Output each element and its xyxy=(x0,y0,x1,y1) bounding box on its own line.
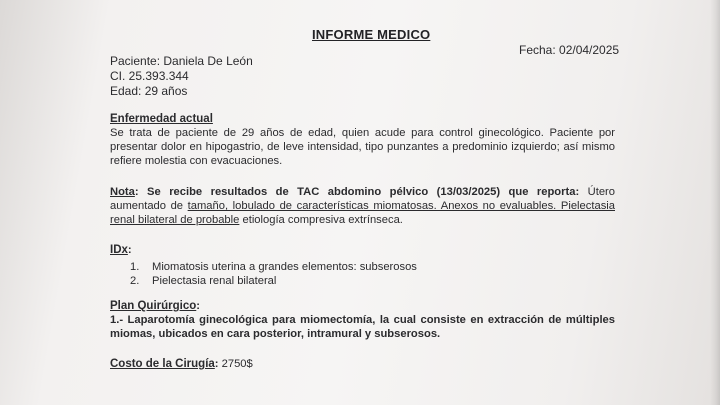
section-nota xyxy=(110,185,615,227)
section-costo xyxy=(110,357,615,371)
plan-heading-row xyxy=(110,299,615,313)
list-item xyxy=(110,260,615,274)
paper-fold-shadow xyxy=(710,0,720,405)
nota-underlined-text: tamaño, lobulado de características miomatosas. Anexos no evaluables. Pielectasia renal bilateral de probable xyxy=(110,200,615,226)
costo-suffix: : xyxy=(214,358,219,370)
costo-value: 2750$ xyxy=(218,358,253,370)
list-item-text: Miomatosis uterina a grandes elementos: subserosos xyxy=(152,261,417,273)
idx-heading: IDx xyxy=(110,244,128,256)
costo-label: Costo de la Cirugía xyxy=(110,358,215,370)
list-item-number: 2. xyxy=(130,275,140,287)
document-title: INFORME MEDICO xyxy=(312,27,431,42)
plan-text: 1.- Laparotomía ginecológica para miomectomía, la cual consiste en extracción de múltiples miomas, ubicados en cara posterior, intramural y subserosos. xyxy=(110,314,615,340)
enfermedad-text: Se trata de paciente de 29 años de edad, quien acude para control ginecológico. Paciente por presentar dolor en hipogastrio, de leve intensidad, tipo punzantes a predominio izquierdo; así mismo refiere molestia con evacuaciones. xyxy=(110,127,615,167)
nota-text-2: etiología compresiva extrínseca. xyxy=(239,214,403,226)
section-plan xyxy=(110,299,615,341)
section-enfermedad xyxy=(110,112,615,168)
idx-heading-row xyxy=(110,243,615,257)
patient-ci: CI. 25.393.344 xyxy=(110,69,189,83)
patient-name: Paciente: Daniela De León xyxy=(110,54,253,68)
list-item-text: Pielectasia renal bilateral xyxy=(152,275,277,287)
plan-heading: Plan Quirúrgico xyxy=(110,300,197,312)
document-date: Fecha: 02/04/2025 xyxy=(519,43,620,57)
enfermedad-heading: Enfermedad actual xyxy=(110,113,213,125)
plan-suffix: : xyxy=(196,300,200,312)
nota-bold-text: : Se recibe resultados de TAC abdomino pélvico (13/03/2025) que reporta: xyxy=(134,186,580,198)
list-item xyxy=(110,274,615,288)
list-item-number: 1. xyxy=(130,261,140,273)
nota-label: Nota xyxy=(110,186,135,198)
patient-info xyxy=(110,54,253,99)
idx-suffix: : xyxy=(127,244,132,256)
section-idx xyxy=(110,243,615,288)
nota-text-1: Útero aumentado de xyxy=(110,186,615,212)
patient-age: Edad: 29 años xyxy=(110,84,188,98)
